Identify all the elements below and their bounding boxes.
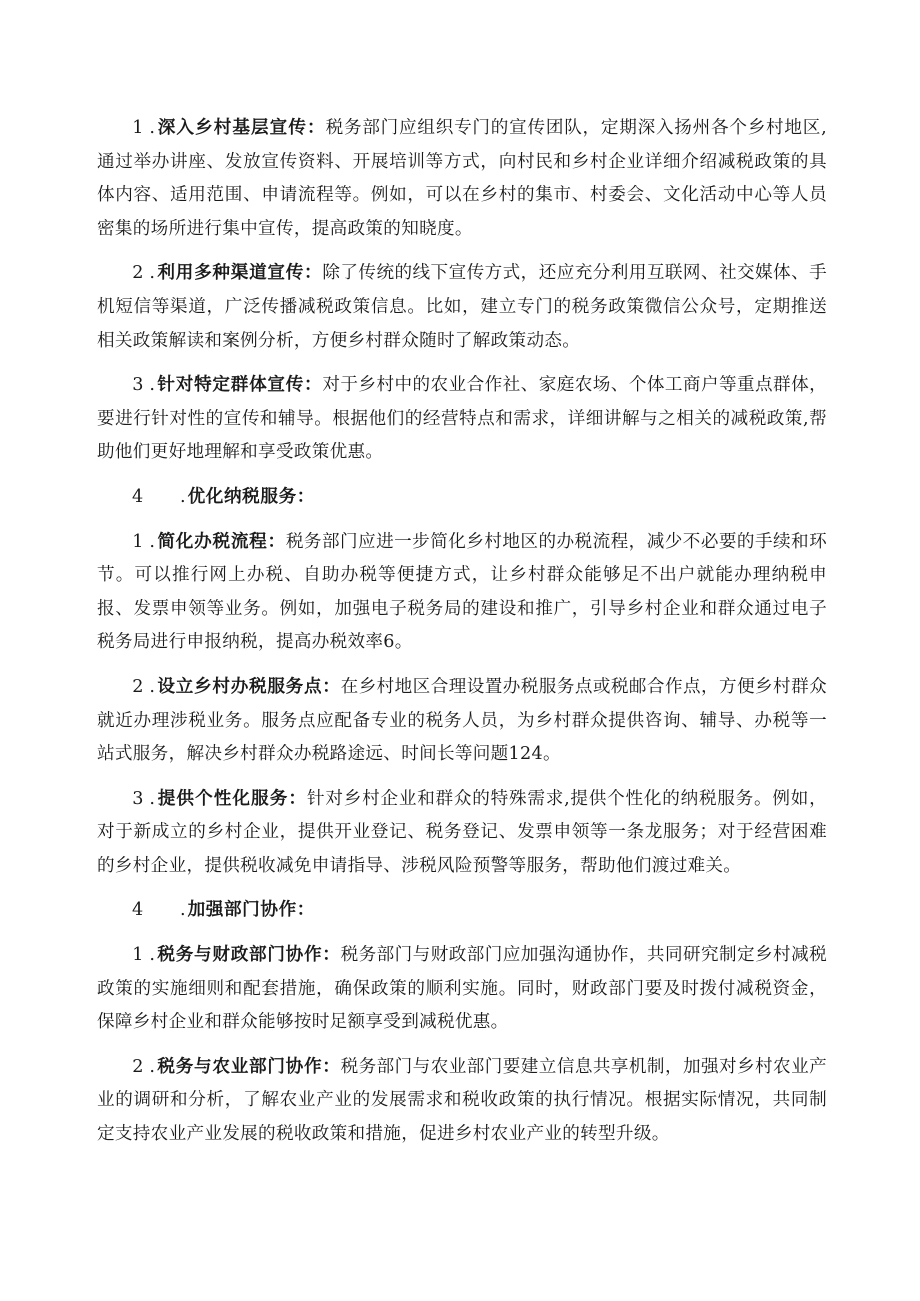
item-body: 税务部门与农业部门要建立信息共享机制，加强对乡村农业产业的调研和分析，了解农业产业的发展需求和税收政策的执行情况。根据实际情况，共同制定支持农业产业发展的税收政策和措施，促进乡村农业产业的转型升级。 [97,1056,827,1145]
item-body: 在乡村地区合理设置办税服务点或税邮合作点，方便乡村群众就近办理涉税业务。服务点应配备专业的税务人员，为乡村群众提供咨询、辅导、办税等一站式服务，解决乡村群众办税路途远、时间长等问题124。 [97,676,827,765]
section-dot: . [180,486,186,507]
item-number: 2 [132,676,144,697]
item-dot: . [149,118,156,138]
item-dot: . [149,676,156,697]
item-heading: 设立乡村办税服务点： [157,676,341,697]
document-page [97,112,827,1163]
item-heading: 税务与农业部门协作： [157,1056,341,1077]
item-heading: 简化办税流程： [157,531,286,552]
item-dot: . [149,531,156,552]
item-heading: 提供个性化服务： [157,788,308,809]
paragraph-publicity-groups [97,369,827,470]
item-number: 3 [132,788,144,809]
item-number: 2 [132,263,144,284]
section-title: 加强部门协作： [187,900,315,921]
section-heading-collaboration [97,894,827,928]
item-dot: . [149,945,156,966]
item-heading: 深入乡村基层宣传： [157,118,326,138]
section-number: 4 [132,486,144,507]
item-body: 税务部门应进一步简化乡村地区的办税流程，减少不必要的手续和环节。可以推行网上办税、自助办税等便捷方式，让乡村群众能够足不出户就能办理纳税申报、发票申领等业务。例如，加强电子税务局的建设和推广，引导乡村企业和群众通过电子税务局进行申报纳税，提高办税效率6。 [97,531,827,653]
paragraph-finance-collaboration [97,939,827,1040]
item-dot: . [149,1056,156,1077]
section-dot: . [180,900,186,921]
paragraph-personalized-service [97,783,827,884]
item-body: 对于乡村中的农业合作社、家庭农场、个体工商户等重点群体，要进行针对性的宣传和辅导。根据他们的经营特点和需求，详细讲解与之相关的减税政策,帮助他们更好地理解和享受政策优惠。 [97,375,827,463]
item-number: 1 [132,531,144,552]
item-number: 2 [132,1056,144,1077]
item-heading: 利用多种渠道宣传： [157,263,323,284]
item-body: 除了传统的线下宣传方式，还应充分利用互联网、社交媒体、手机短信等渠道，广泛传播减税政策信息。比如，建立专门的税务政策微信公众号，定期推送相关政策解读和案例分析，方便乡村群众随时了解政策动态。 [97,263,827,351]
section-title: 优化纳税服务： [187,486,315,507]
section-number: 4 [132,900,144,921]
item-dot: . [149,375,156,396]
item-dot: . [149,263,156,284]
item-dot: . [149,788,156,809]
paragraph-simplify-process [97,526,827,660]
item-heading: 针对特定群体宣传： [157,375,323,396]
paragraph-agriculture-collaboration [97,1051,827,1152]
paragraph-publicity-grassroots [97,112,827,246]
item-body: 税务部门与财政部门应加强沟通协作，共同研究制定乡村减税政策的实施细则和配套措施，确保政策的顺利实施。同时，财政部门要及时拨付减税资金，保障乡村企业和群众能够按时足额享受到减税优惠。 [97,945,827,1033]
paragraph-publicity-channels [97,257,827,358]
paragraph-service-points [97,671,827,772]
item-body: 针对乡村企业和群众的特殊需求,提供个性化的纳税服务。例如，对于新成立的乡村企业，提供开业登记、税务登记、发票申领等一条龙服务；对于经营困难的乡村企业，提供税收减免申请指导、涉税风险预警等服务，帮助他们渡过难关。 [97,788,827,876]
item-number: 1 [132,945,144,966]
item-heading: 税务与财政部门协作： [157,945,341,966]
section-heading-tax-service [97,481,827,515]
item-number: 1 [132,118,144,138]
item-number: 3 [132,375,144,396]
item-body: 税务部门应组织专门的宣传团队，定期深入扬州各个乡村地区,通过举办讲座、发放宣传资料、开展培训等方式，向村民和乡村企业详细介绍减税政策的具体内容、适用范围、申请流程等。例如，可以在乡村的集市、村委会、文化活动中心等人员密集的场所进行集中宣传，提高政策的知晓度。 [97,118,827,239]
